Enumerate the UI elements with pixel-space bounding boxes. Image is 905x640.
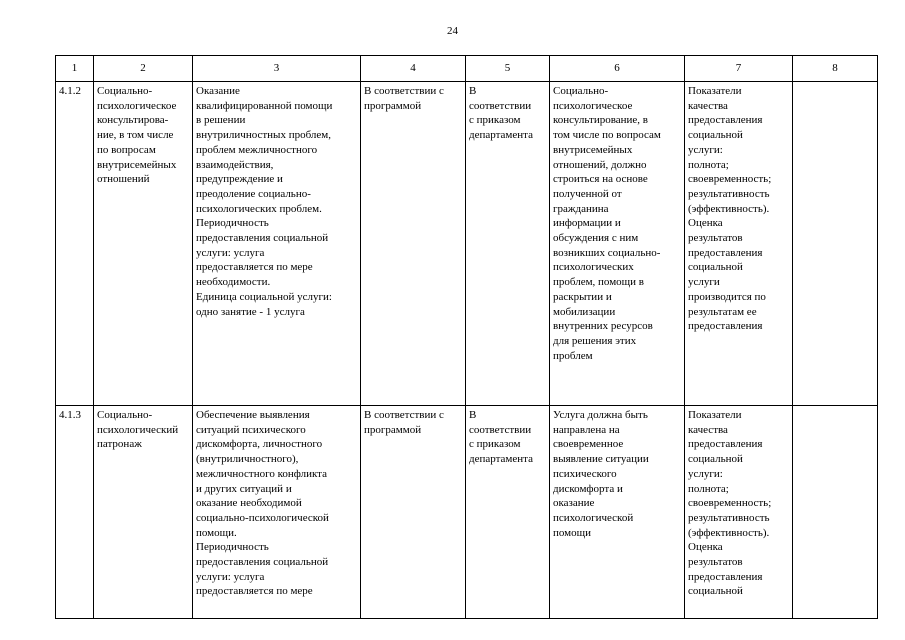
- table-row: [56, 82, 878, 406]
- service-timing-cell: В соответствии с приказом департамента: [466, 406, 550, 619]
- header-cell: 8: [793, 56, 878, 82]
- header-cell: 5: [466, 56, 550, 82]
- service-conditions-cell: Услуга должна быть направлена на своевременное выявление ситуации психического дискомфорта и оказание психологической помощи: [550, 406, 685, 619]
- quality-indicators-cell: Показатели качества предоставления социальной услуги: полнота; своевременность; результативность (эффективность). Оценка результатов предоставления социальной: [685, 406, 793, 619]
- service-code-cell: 4.1.3: [56, 406, 94, 619]
- page-number: 24: [447, 25, 458, 37]
- service-timing-cell: В соответствии с приказом департамента: [466, 82, 550, 406]
- header-cell: 4: [361, 56, 466, 82]
- quality-indicators-cell: Показатели качества предоставления социальной услуги: полнота; своевременность; результативность (эффективность). Оценка результатов предоставления социальной услуги производится по результатам ее предоставления: [685, 82, 793, 406]
- table-row: [56, 406, 878, 619]
- empty-cell: [793, 82, 878, 406]
- table-header-row: [56, 56, 878, 82]
- header-cell: 1: [56, 56, 94, 82]
- service-volume-cell: В соответствии с программой: [361, 82, 466, 406]
- service-name-cell: Социально- психологическое консультирова- ние, в том числе по вопросам внутрисемейных отношений: [94, 82, 193, 406]
- service-name-cell: Социально- психологический патронаж: [94, 406, 193, 619]
- service-code-cell: 4.1.2: [56, 82, 94, 406]
- services-table: [55, 55, 878, 619]
- header-cell: 2: [94, 56, 193, 82]
- header-cell: 6: [550, 56, 685, 82]
- header-cell: 7: [685, 56, 793, 82]
- header-cell: 3: [193, 56, 361, 82]
- service-volume-cell: В соответствии с программой: [361, 406, 466, 619]
- service-description-cell: Оказание квалифицированной помощи в решении внутриличностных проблем, проблем межличностного взаимодействия, предупреждение и преодоление социально- психологических проблем. Периодичность предоставления социальной услуги: услуга предоставляется по мере необходимости. Единица социальной услуги: одно занятие - 1 услуга: [193, 82, 361, 406]
- service-description-cell: Обеспечение выявления ситуаций психического дискомфорта, личностного (внутриличностного), межличностного конфликта и других ситуаций и оказание необходимой социально-психологической помощи. Периодичность предоставления социальной услуги: услуга предоставляется по мере: [193, 406, 361, 619]
- empty-cell: [793, 406, 878, 619]
- service-conditions-cell: Социально- психологическое консультирование, в том числе по вопросам внутрисемейных отношений, должно строиться на основе полученной от гражданина информации и обсуждения с ним возникших социально- психологических проблем, помощи в раскрытии и мобилизации внутренних ресурсов для решения этих проблем: [550, 82, 685, 406]
